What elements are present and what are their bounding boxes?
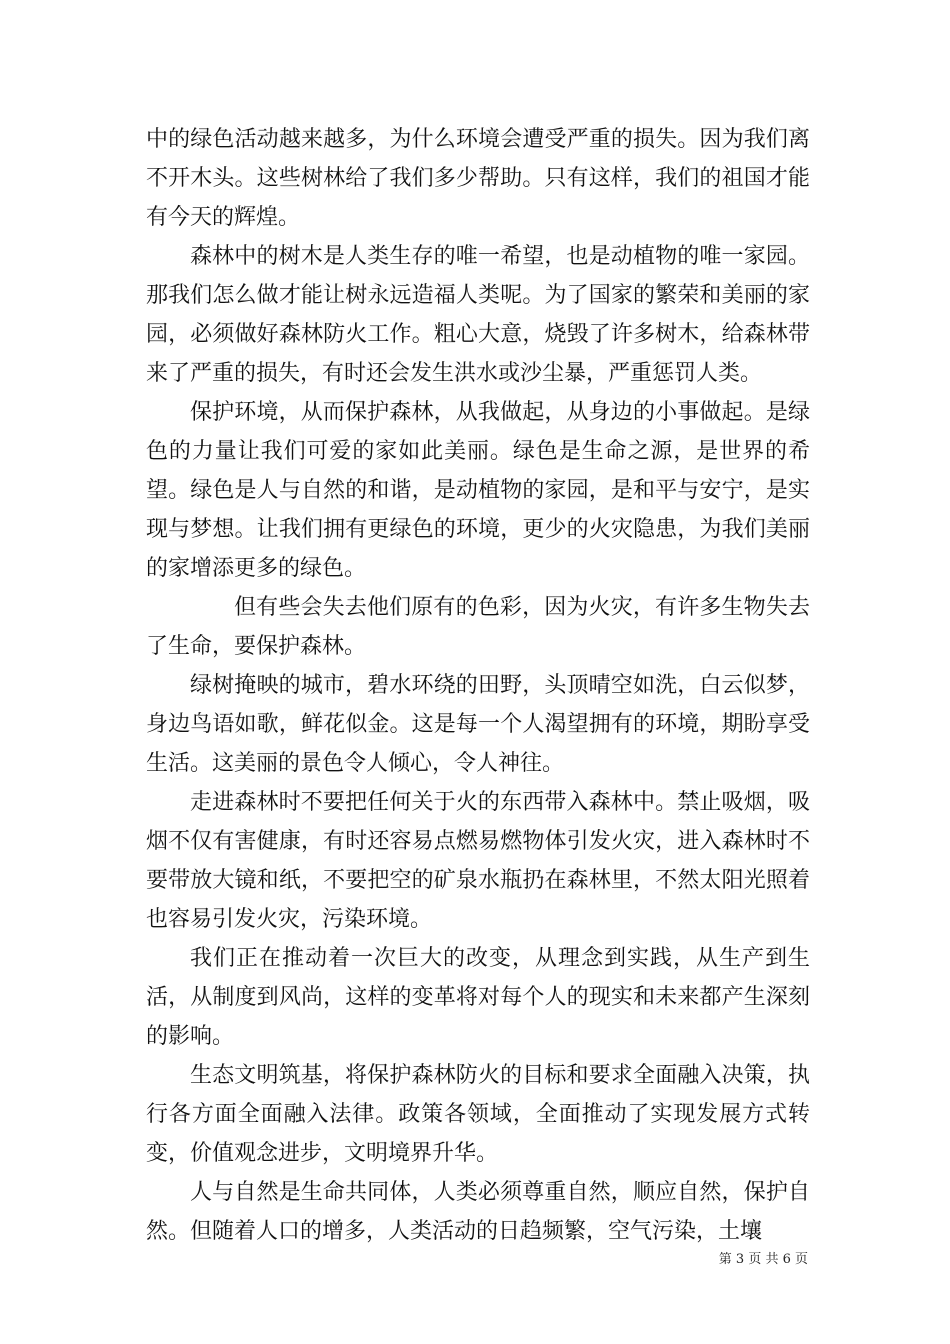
- paragraph-4: 但有些会失去他们原有的色彩，因为火灾，有许多生物失去了生命，要保护森林。: [146, 595, 810, 659]
- paragraph-2: 森林中的树木是人类生存的唯一希望，也是动植物的唯一家园。那我们怎么做才能让树永远造福人类呢。为了国家的繁荣和美丽的家园，必须做好森林防火工作。粗心大意，烧毁了许多树木，给森林带来了严重的损失，有时还会发生洪水或沙尘暴，严重惩罚人类。: [146, 244, 810, 386]
- paragraph-7: 我们正在推动着一次巨大的改变，从理念到实践，从生产到生活，从制度到风尚，这样的变革将对每个人的现实和未来都产生深刻的影响。: [146, 946, 810, 1049]
- document-body: [146, 120, 810, 1251]
- paragraph-9: 人与自然是生命共同体，人类必须尊重自然，顺应自然，保护自然。但随着人口的增多，人类活动的日趋频繁，空气污染，土壤: [146, 1180, 810, 1244]
- page-number-label: 第 3 页 共 6 页: [718, 1252, 808, 1267]
- paragraph-5: 绿树掩映的城市，碧水环绕的田野，头顶晴空如洗，白云似梦，身边鸟语如歌，鲜花似金。这是每一个人渴望拥有的环境，期盼享受生活。这美丽的景色令人倾心，令人神往。: [146, 673, 810, 776]
- paragraph-6: 走进森林时不要把任何关于火的东西带入森林中。禁止吸烟，吸烟不仅有害健康，有时还容易点燃易燃物体引发火灾，进入森林时不要带放大镜和纸，不要把空的矿泉水瓶扔在森林里，不然太阳光照着也容易引发火灾，污染环境。: [146, 790, 810, 932]
- paragraph-1: 中的绿色活动越来越多，为什么环境会遭受严重的损失。因为我们离不开木头。这些树林给了我们多少帮助。只有这样，我们的祖国才能有今天的辉煌。: [146, 127, 810, 230]
- page-footer: [719, 1248, 808, 1267]
- paragraph-8: 生态文明筑基，将保护森林防火的目标和要求全面融入决策，执行各方面全面融入法律。政策各领域，全面推动了实现发展方式转变，价值观念进步，文明境界升华。: [146, 1063, 810, 1166]
- paragraph-3: 保护环境，从而保护森林，从我做起，从身边的小事做起。是绿色的力量让我们可爱的家如此美丽。绿色是生命之源，是世界的希望。绿色是人与自然的和谐，是动植物的家园，是和平与安宁，是实现与梦想。让我们拥有更绿色的环境，更少的火灾隐患，为我们美丽的家增添更多的绿色。: [146, 400, 810, 581]
